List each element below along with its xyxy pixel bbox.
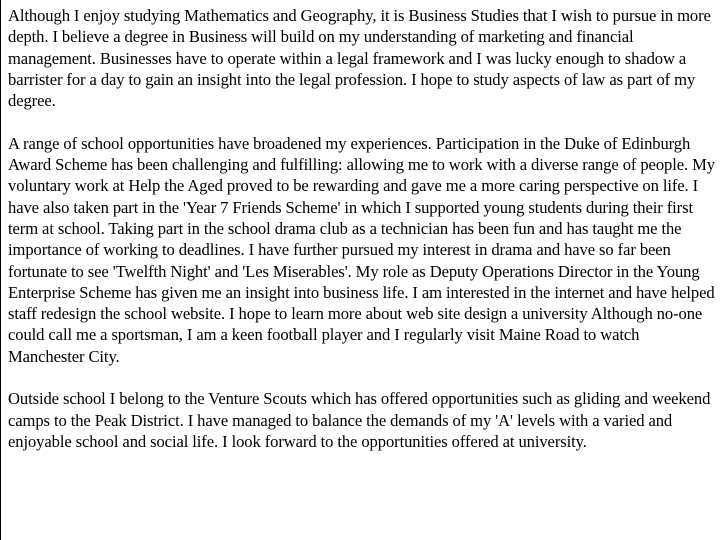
paragraph-1: Although I enjoy studying Mathematics and Geography, it is Business Studies that I wish to pursue in more depth. I believe a degree in Business will build on my understanding of marketing and financial management. Businesses have to operate within a legal framework and I was lucky enough to shadow a barrister for a day to gain an insight into the legal profession. I hope to study aspects of law as part of my degree. [8,6,711,111]
document-body [8,5,716,474]
paragraph-2: A range of school opportunities have broadened my experiences. Participation in the Duke of Edinburgh Award Scheme has been challenging and fulfilling: allowing me to work with a diverse range of people. My voluntary work at Help the Aged proved to be rewarding and gave me a more caring perspective on life. I have also taken part in the 'Year 7 Friends Scheme' in which I supported young students during their first term at school. Taking part in the school drama club as a technician has been fun and has taught me the importance of working to deadlines. I have further pursued my interest in drama and have so far been fortunate to see 'Twelfth Night' and 'Les Miserables'. My role as Deputy Operations Director in the Young Enterprise Scheme has given me an insight into business life. I am interested in the internet and have helped staff redesign the school website. I hope to learn more about web site design a university Although no-one could call me a sportsman, I am a keen football player and I regularly visit Maine Road to watch Manchester City. [8,133,715,366]
paragraph-3: Outside school I belong to the Venture Scouts which has offered opportunities such as gliding and weekend camps to the Peak District. I have managed to balance the demands of my 'A' levels with a varied and enjoyable school and social life. I look forward to the opportunities offered at university. [8,389,711,451]
